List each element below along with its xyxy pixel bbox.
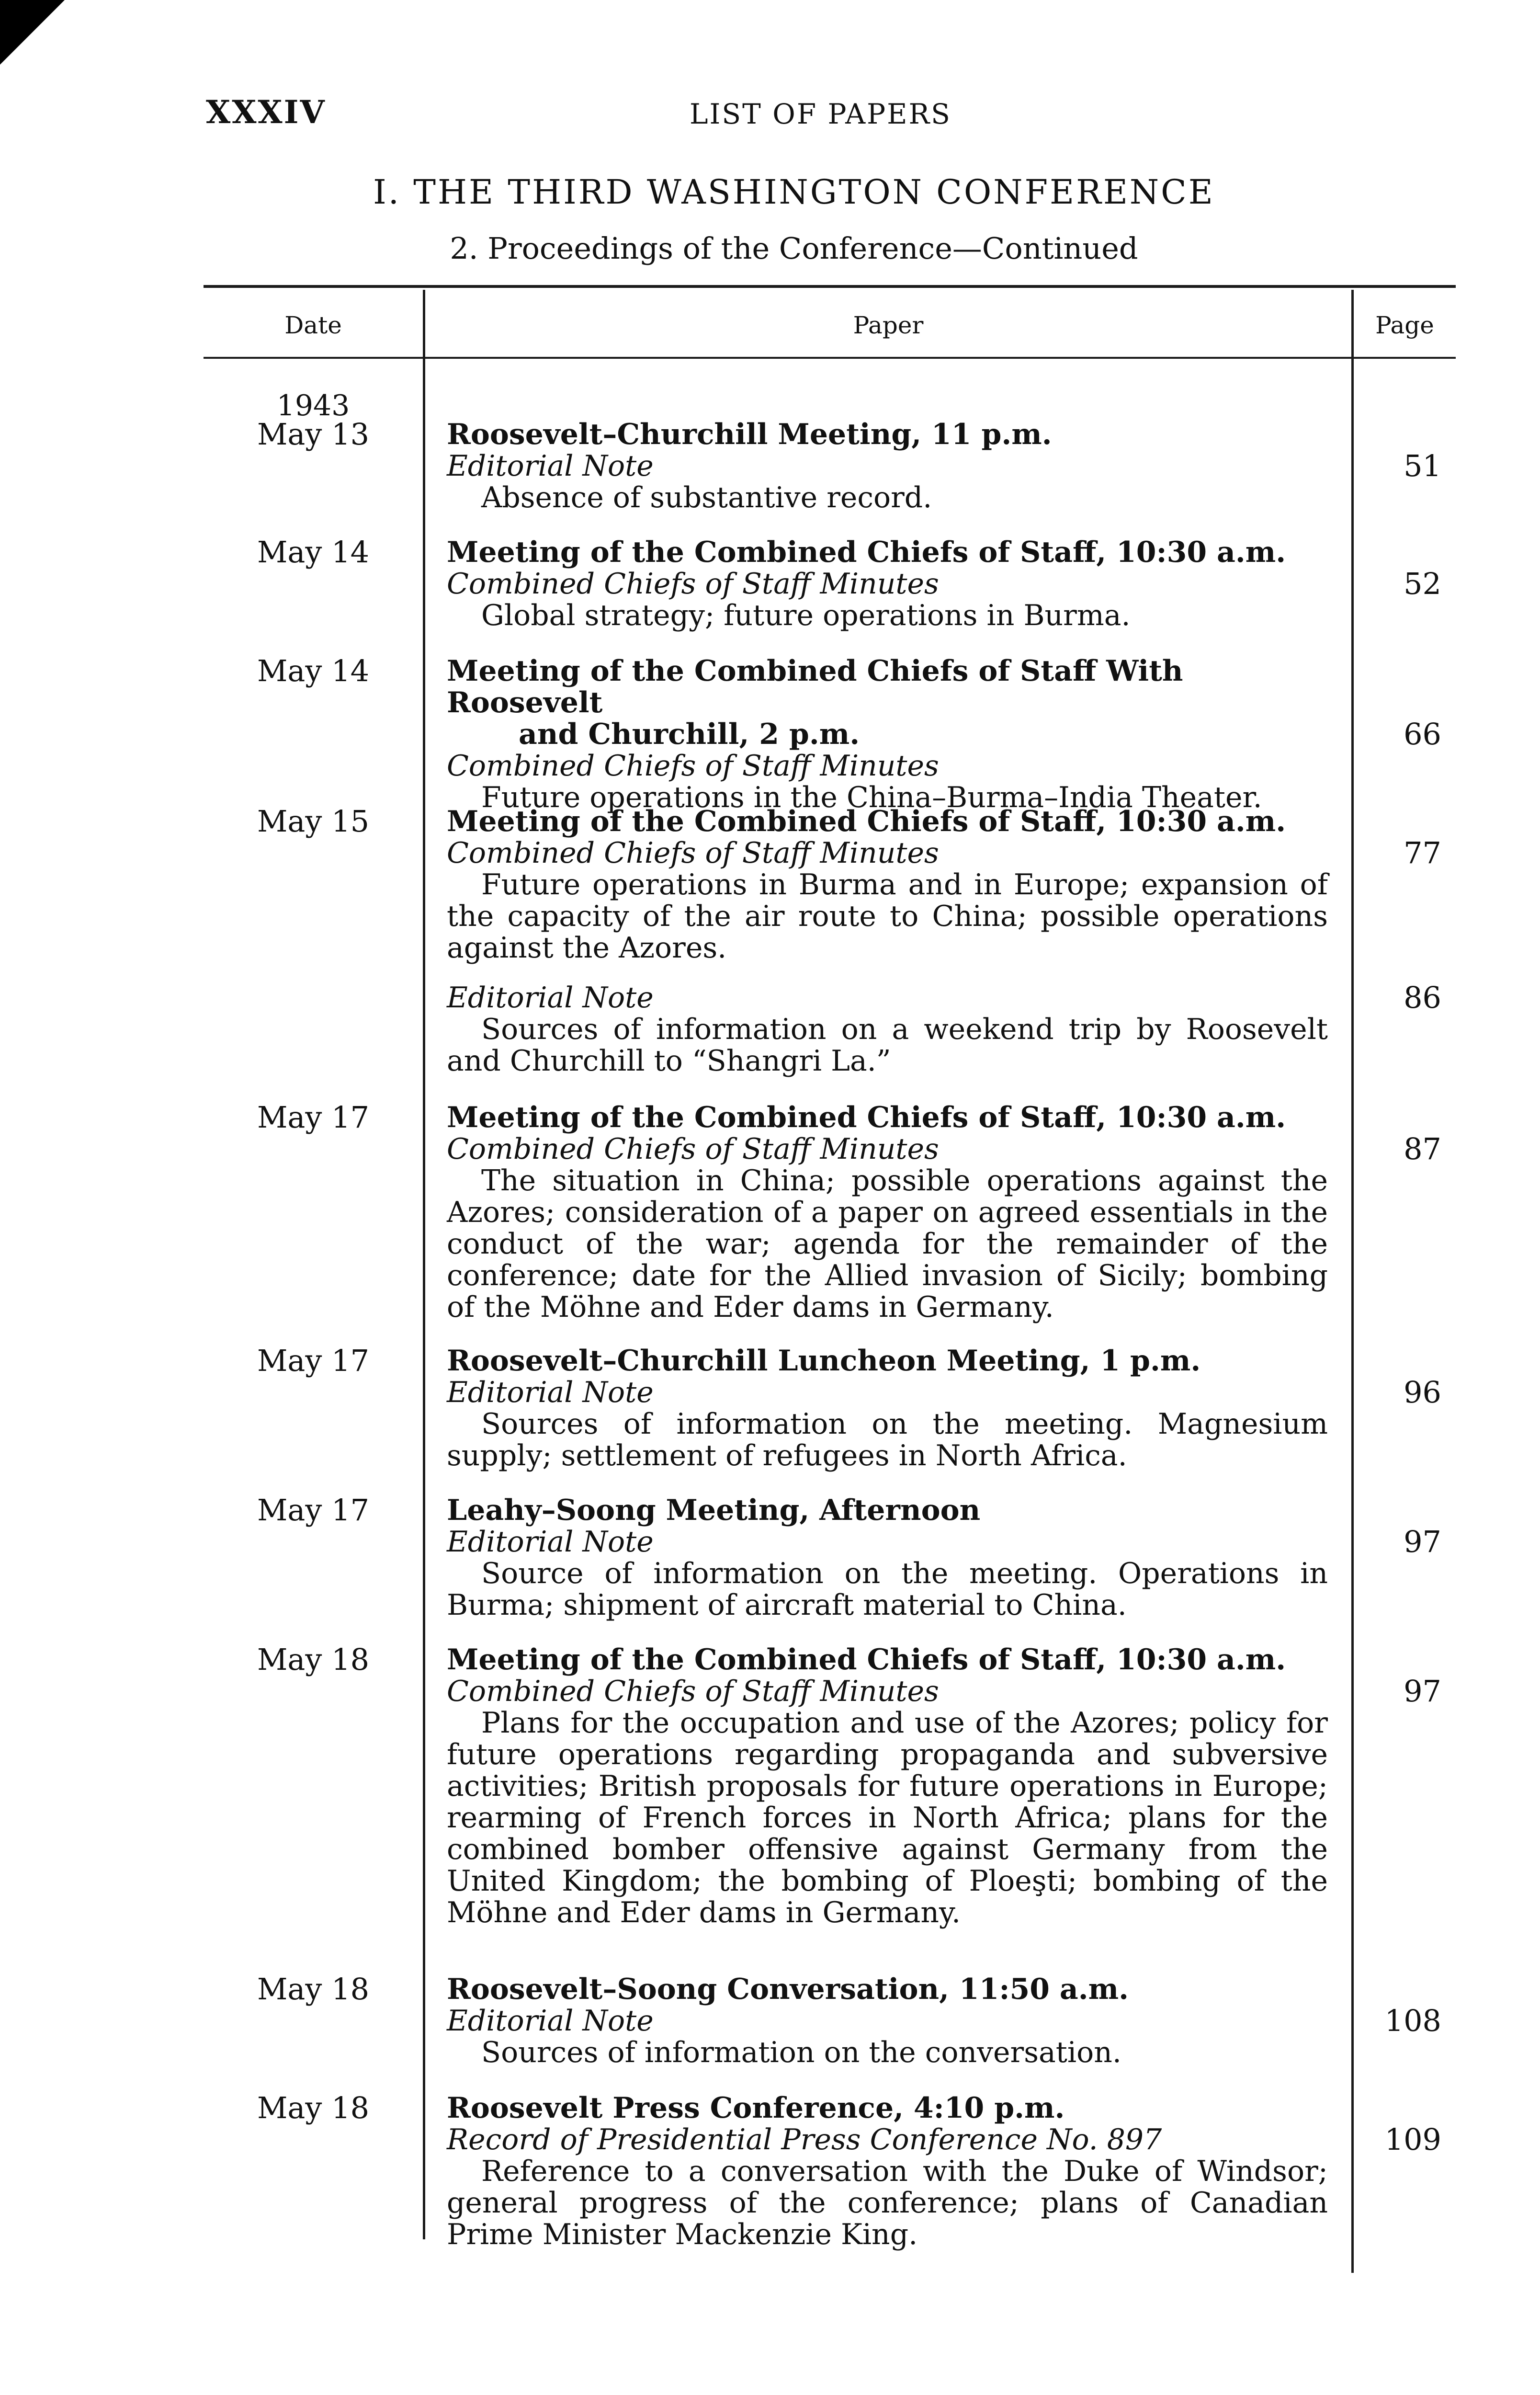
entry-title: Leahy–Soong Meeting, Afternoon: [447, 1494, 981, 1527]
entry-source: Editorial Note: [447, 1376, 654, 1409]
entry-page: 86: [1404, 980, 1441, 1015]
page-number: XXXIV: [206, 93, 326, 131]
entry-paper: [447, 982, 1328, 1077]
entry-paper: [447, 2092, 1328, 2250]
entry-date: May 18: [257, 1972, 370, 2007]
entry-title: Roosevelt–Churchill Meeting, 11 p.m.: [447, 418, 1052, 451]
entry-page: 108: [1384, 2003, 1441, 2038]
entry-date: May 17: [257, 1493, 370, 1528]
entry-paper: [447, 1494, 1328, 1621]
table-top-rule: [204, 285, 1456, 288]
entry-paper: [447, 419, 1328, 513]
entry-summary: Sources of information on the meeting. Magnesium supply; settlement of refugees in North Africa.: [447, 1407, 1328, 1472]
entry-paper: [447, 1345, 1328, 1471]
entry-paper: [447, 1102, 1328, 1323]
entry-summary: Sources of information on a weekend trip by Roosevelt and Churchill to “Shangri La.”: [447, 1013, 1328, 1078]
entry-date: May 18: [257, 2090, 370, 2125]
entry-date: May 17: [257, 1100, 370, 1135]
entry-date: May 18: [257, 1642, 370, 1677]
entry-summary: Plans for the occupation and use of the Azores; policy for future operations regarding propaganda and subversive activities; British proposals for future operations in Europe; rearming of French forces in North Africa; plans for the combined bomber offensive against Germany from the United Kingdom; the bombing of Ploeşti; bombing of the Möhne and Eder dams in Germany.: [447, 1706, 1328, 1929]
column-header-page: Page: [1375, 311, 1434, 339]
entry-page: 52: [1404, 566, 1441, 601]
entry-source: Combined Chiefs of Staff Minutes: [447, 836, 939, 870]
entry-source: Editorial Note: [447, 1525, 654, 1559]
entry-page: 109: [1384, 2122, 1441, 2157]
entry-page: 77: [1404, 835, 1441, 870]
entry-date: May 14: [257, 653, 370, 688]
entry-summary: Global strategy; future operations in Burma.: [481, 599, 1131, 632]
entry-source: Editorial Note: [447, 981, 654, 1015]
entry-title: Meeting of the Combined Chiefs of Staff, 10:30 a.m.: [447, 536, 1286, 569]
entry-summary: Source of information on the meeting. Operations in Burma; shipment of aircraft material to China.: [447, 1557, 1328, 1622]
entry-date: May 15: [257, 804, 370, 839]
entry-source: Combined Chiefs of Staff Minutes: [447, 1675, 939, 1708]
year-label: 1943: [276, 389, 350, 422]
entry-summary: Reference to a conversation with the Duke of Windsor; general progress of the conference; plans of Canadian Prime Minister Mackenzie King.: [447, 2155, 1328, 2251]
column-divider-left: [423, 290, 425, 2239]
entry-title: Roosevelt Press Conference, 4:10 p.m.: [447, 2091, 1065, 2125]
entry-title: Meeting of the Combined Chiefs of Staff With Roosevelt and Churchill, 2 p.m.: [447, 654, 1183, 751]
entry-paper: [447, 806, 1328, 964]
entry-source: Editorial Note: [447, 449, 654, 483]
entry-title: Roosevelt–Soong Conversation, 11:50 a.m.: [447, 1973, 1129, 2006]
entry-paper: [447, 1644, 1328, 1928]
entry-page: 51: [1404, 448, 1441, 483]
entry-source: Record of Presidential Press Conference No. 897: [447, 2123, 1162, 2156]
column-divider-right: [1351, 290, 1354, 2273]
entry-page: 97: [1404, 1524, 1441, 1559]
entry-title: Meeting of the Combined Chiefs of Staff, 10:30 a.m.: [447, 805, 1286, 838]
entry-page: 87: [1404, 1131, 1441, 1166]
entry-source: Combined Chiefs of Staff Minutes: [447, 749, 939, 783]
running-head: LIST OF PAPERS: [690, 98, 951, 130]
entry-title: Roosevelt–Churchill Luncheon Meeting, 1 p.m.: [447, 1344, 1201, 1378]
entry-source: Editorial Note: [447, 2004, 654, 2038]
section-title: I. THE THIRD WASHINGTON CONFERENCE: [373, 172, 1215, 212]
entry-summary: Absence of substantive record.: [481, 481, 932, 514]
entry-date: May 13: [257, 417, 370, 452]
entry-summary: Future operations in Burma and in Europe; expansion of the capacity of the air route to China; possible operations against the Azores.: [447, 868, 1328, 965]
entry-date: May 17: [257, 1343, 370, 1378]
entry-date: May 14: [257, 535, 370, 570]
entry-page: 96: [1404, 1375, 1441, 1410]
entry-page: 97: [1404, 1674, 1441, 1709]
entry-paper: [447, 536, 1328, 631]
entry-title: Meeting of the Combined Chiefs of Staff, 10:30 a.m.: [447, 1101, 1286, 1134]
entry-page: 66: [1404, 717, 1441, 752]
entry-summary: The situation in China; possible operations against the Azores; consideration of a paper on agreed essentials in the conduct of the war; agenda for the remainder of the conference; date for the Allied invasion of Sicily; bombing of the Möhne and Eder dams in Germany.: [447, 1164, 1328, 1324]
subsection-title: 2. Proceedings of the Conference—Continued: [450, 231, 1138, 266]
entry-source: Combined Chiefs of Staff Minutes: [447, 1132, 939, 1166]
entry-source: Combined Chiefs of Staff Minutes: [447, 567, 939, 601]
entry-paper: [447, 1973, 1328, 2068]
column-header-date: Date: [284, 311, 342, 339]
entry-summary: Future operations in the China–Burma–India Theater.: [481, 781, 1262, 814]
page-corner-mark: [0, 0, 65, 65]
entry-summary: Sources of information on the conversation.: [481, 2036, 1121, 2069]
column-header-paper: Paper: [853, 311, 924, 339]
table-header-rule: [204, 357, 1456, 359]
entry-title: Meeting of the Combined Chiefs of Staff, 10:30 a.m.: [447, 1643, 1286, 1676]
entry-paper: [447, 655, 1328, 813]
